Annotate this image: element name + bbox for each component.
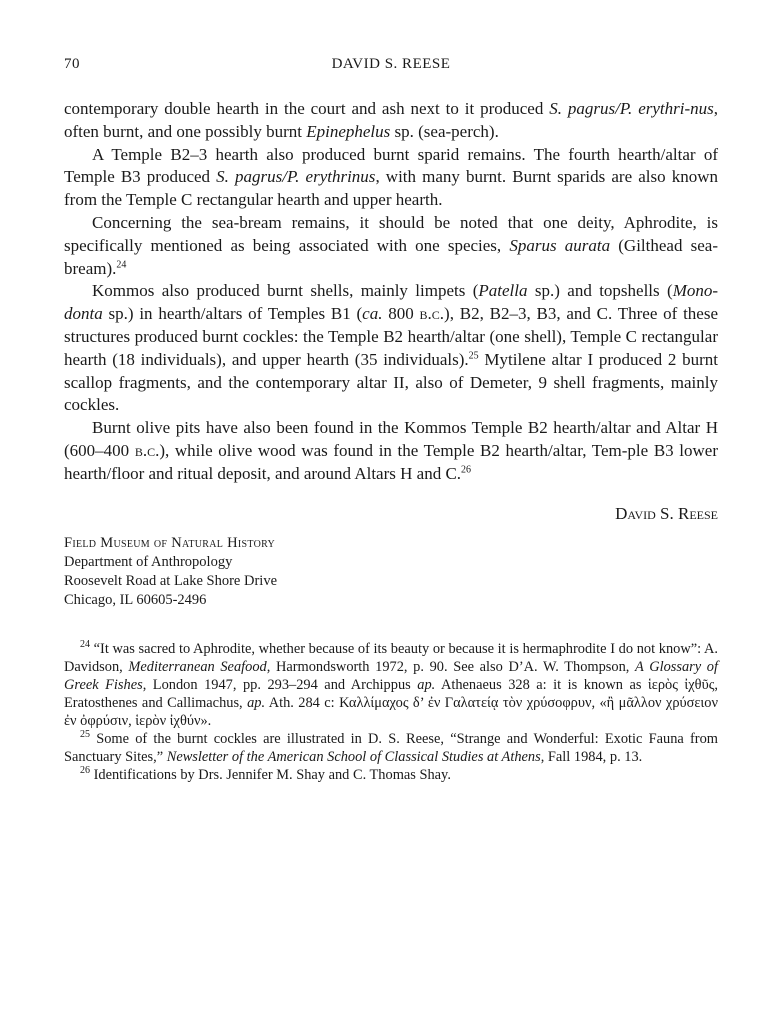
author-signature: David S. Reese <box>615 503 718 523</box>
paragraph: Burnt olive pits have also been found in the Kommos Temple B2 hearth/altar and Altar H (600–400 b.c.), while olive wood was found in the Temple B2 hearth/altar, Tem-ple B3 lower hearth/floor and ritual deposit, and around Altars H and C.$^{26}$ <box>64 418 719 483</box>
paragraph: contemporary double hearth in the court and ash next to it produced S. pagrus/P. erythri-nus, often burnt, and one possibly burnt Epinephelus sp. (sea-perch). <box>64 99 718 141</box>
paragraph: Kommos also produced burnt shells, mainly limpets (Patella sp.) and topshells (Mono-donta sp.) in hearth/altars of Temples B1 (ca. 800 b.c.), B2, B2–3, B3, and C. Three of these structures produced burnt cockles: the Temple B2 hearth/altar (one shell), Temple C rectangular hearth (18 individuals), and upper hearth (35 individuals).$^{25}$ Mytilene altar I produced 2 burnt scallop fragments, and the contemporary altar II, also of Demeter, 9 shell fragments, mainly cockles. <box>64 281 719 415</box>
affiliation-department: Department of Anthropology <box>64 553 233 570</box>
paragraph: A Temple B2–3 hearth also produced burnt sparid remains. The fourth hearth/altar of Temple B3 produced S. pagrus/P. erythrinus, with many burnt. Burnt sparids are also known from the Temple C rectangular hearth and upper hearth. <box>64 144 718 210</box>
body-text <box>64 98 718 486</box>
paragraph: Concerning the sea-bream remains, it should be noted that one deity, Aphrodite, is specifically mentioned as being associated with one species, Sparus aurata (Gilthead sea-bream).$^{24}$ <box>64 212 718 278</box>
affiliation <box>64 534 718 610</box>
footnote: $^{26}$ Identifications by Drs. Jennifer M. Shay and C. Thomas Shay. <box>80 764 451 783</box>
footnote: $^{25}$ Some of the burnt cockles are illustrated in D. S. Reese, “Strange and Wonderful: Exotic Fauna from Sanctuary Sites,” Newsletter of the American School of Classical Studies at Athens, Fall 1984, p. 13. <box>64 728 718 765</box>
page-number: 70 <box>64 56 80 72</box>
running-title: DAVID S. REESE <box>331 56 451 72</box>
running-head <box>64 56 718 82</box>
affiliation-street: Roosevelt Road at Lake Shore Drive <box>64 572 278 589</box>
page <box>64 56 718 784</box>
affiliation-city: Chicago, IL 60605-2496 <box>64 591 207 608</box>
footnote: $^{24}$ “It was sacred to Aphrodite, whether because of its beauty or because it is hermaphrodite I do not know”: A. Davidson, Mediterranean Seafood, Harmondsworth 1972, p. 90. See also D’A. W. Thompson, A Glossary of Greek Fishes, London 1947, pp. 293–294 and Archippus ap. Athenaeus 328 a: it is known as ἱερὸς ἰχθῦς, Eratosthenes and Callimachus, ap. Ath. 284 c: Καλλίμαχος δ’ ἐν Γαλατείᾳ τὸν χρύσοφρυν, «ἢ μᾶλλον χρύσειον ἐν ὀφρύσιν, ἱερὸν ἰχθύν». <box>64 638 718 729</box>
footnotes <box>64 640 718 784</box>
affiliation-institution: Field Museum of Natural History <box>64 534 276 551</box>
